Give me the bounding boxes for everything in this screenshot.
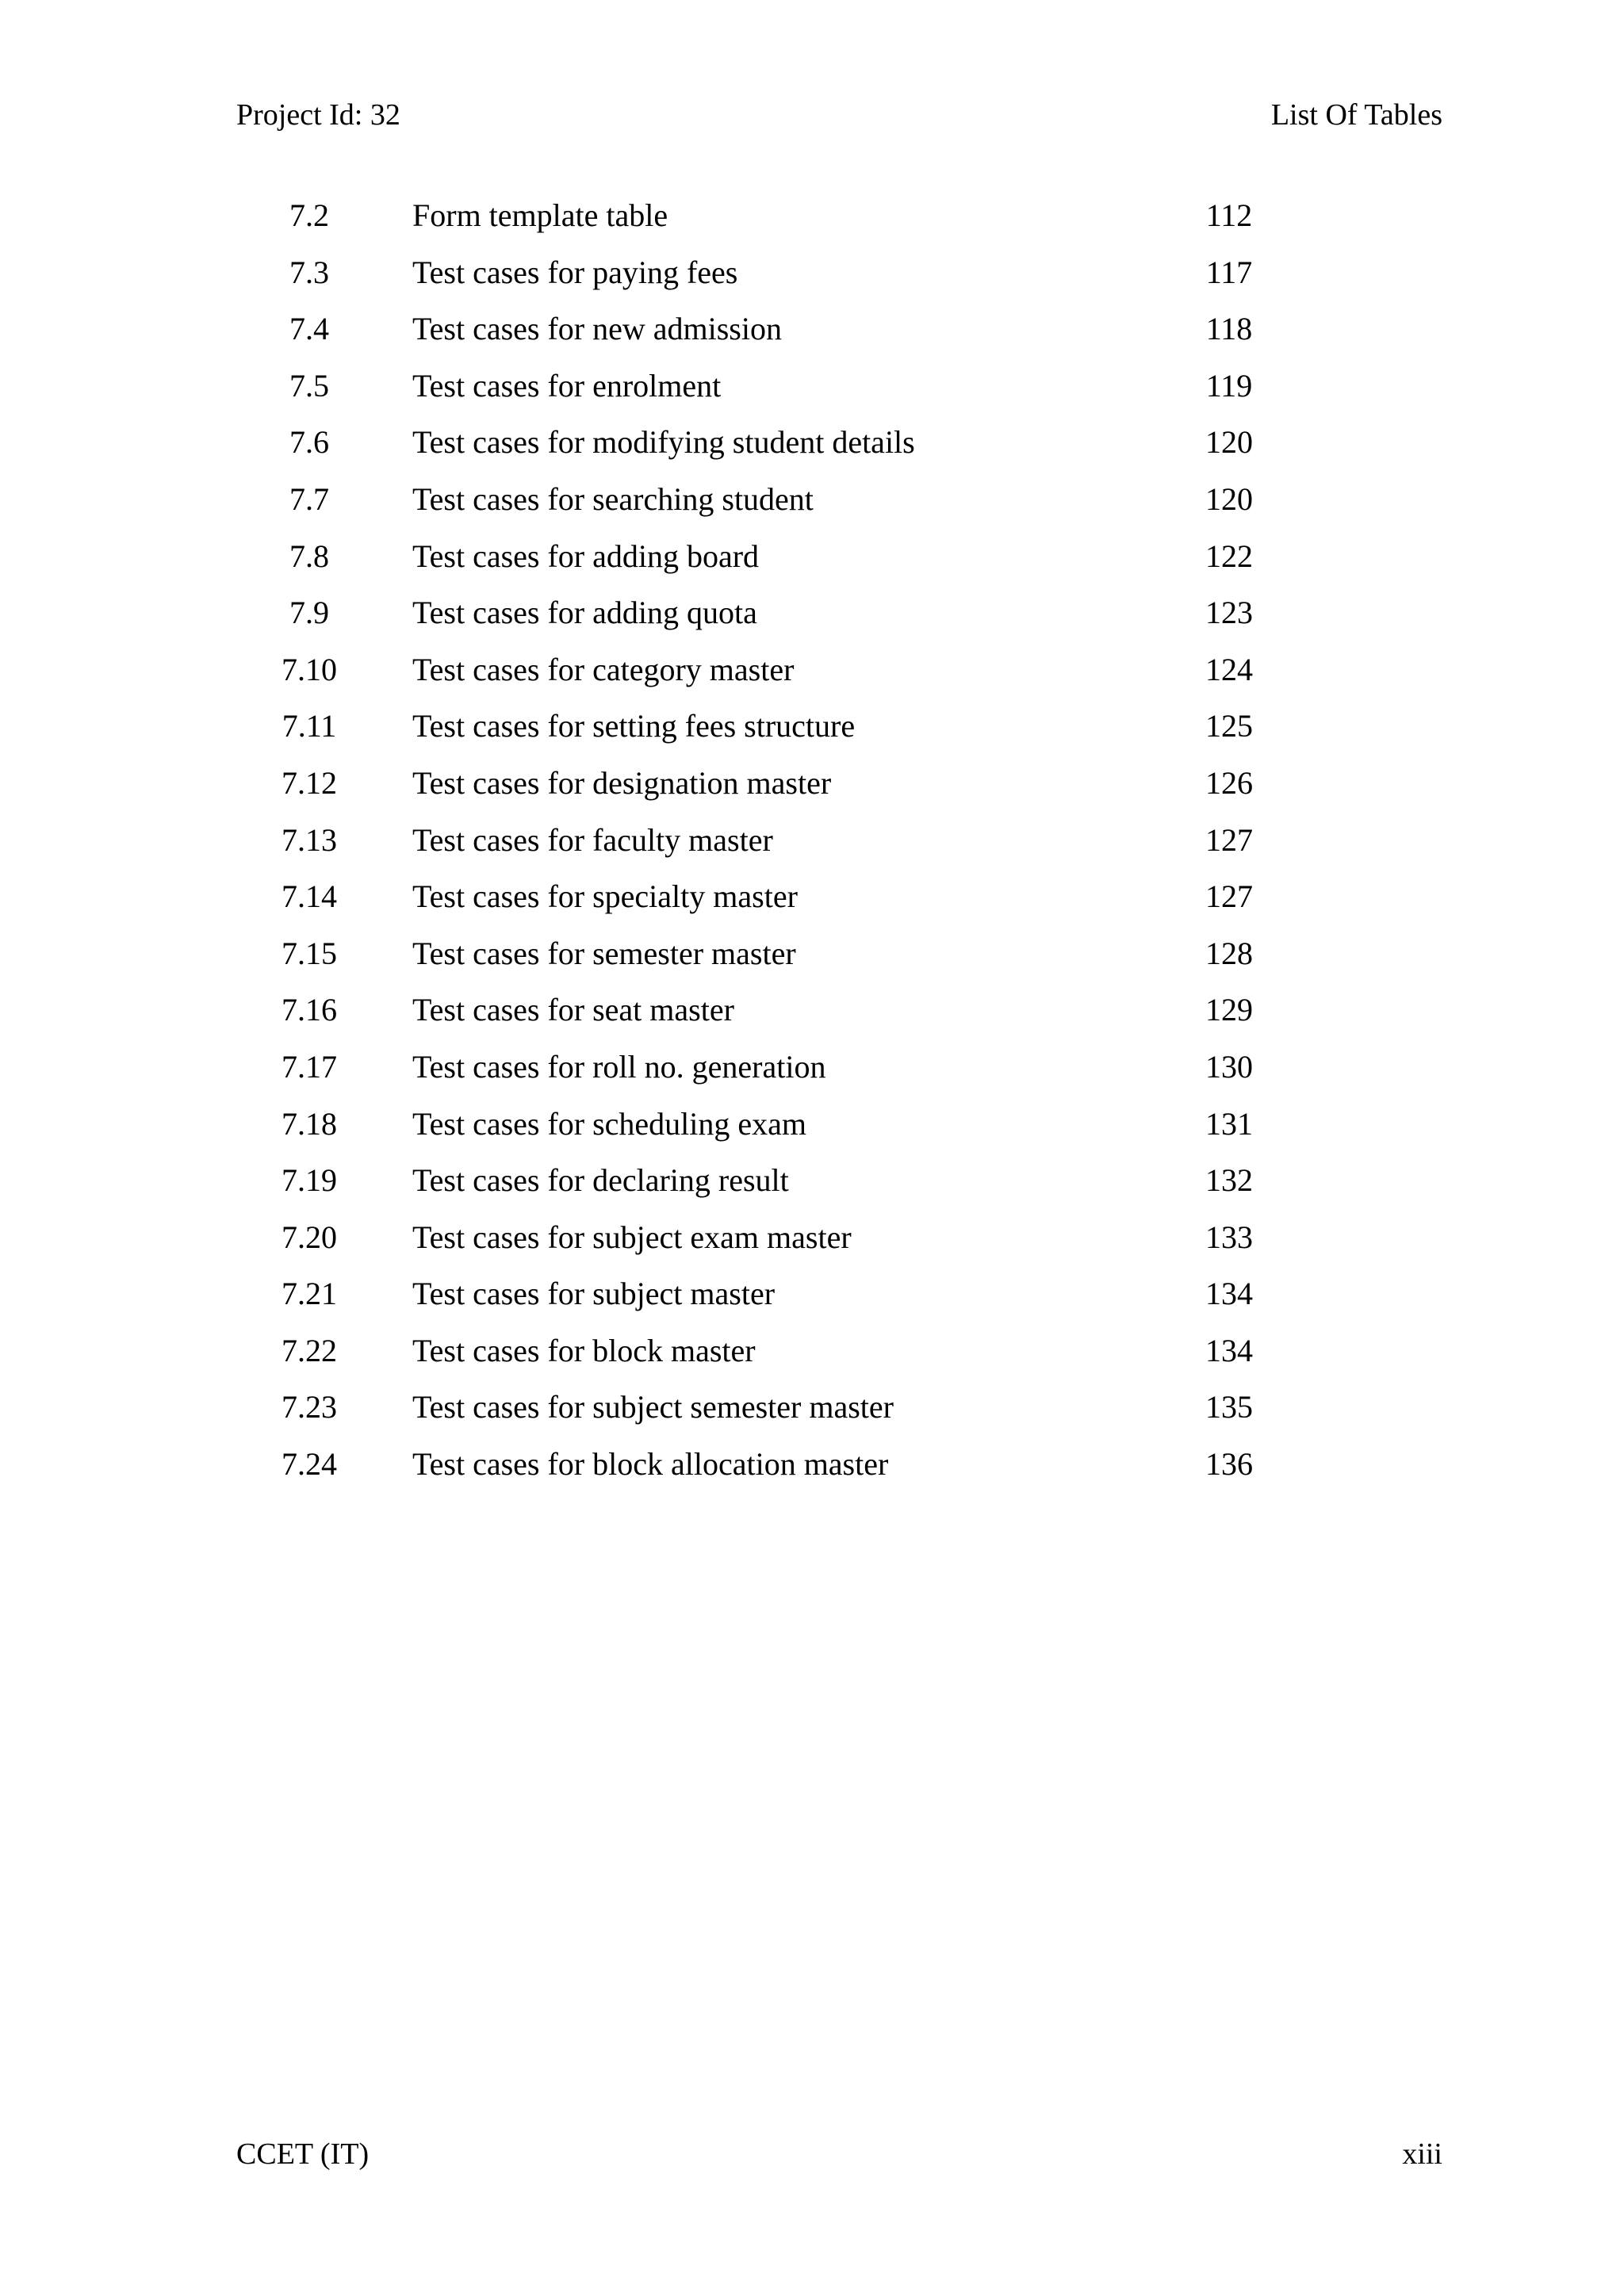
table-title: Test cases for subject semester master (412, 1389, 894, 1425)
table-number: 7.7 (289, 480, 329, 517)
table-page-number: 132 (1205, 1162, 1253, 1199)
toc-row (0, 538, 1624, 595)
toc-row (0, 764, 1624, 821)
table-title: Test cases for modifying student details (412, 424, 915, 461)
toc-row (0, 367, 1624, 424)
table-number: 7.6 (289, 424, 329, 461)
toc-row (0, 1105, 1624, 1162)
table-title: Test cases for adding quota (412, 595, 757, 631)
table-number: 7.20 (282, 1219, 337, 1255)
table-page-number: 117 (1205, 254, 1253, 290)
table-number: 7.8 (289, 538, 329, 574)
table-number: 7.24 (282, 1446, 337, 1483)
toc-row (0, 1219, 1624, 1276)
toc-row (0, 1161, 1624, 1219)
table-number: 7.5 (289, 367, 329, 404)
table-page-number: 120 (1205, 480, 1253, 517)
table-number: 7.12 (282, 764, 337, 801)
toc-row (0, 594, 1624, 651)
table-page-number: 122 (1205, 538, 1253, 574)
table-number: 7.10 (282, 651, 337, 687)
header-section-title: List Of Tables (1270, 98, 1442, 132)
table-page-number: 128 (1205, 935, 1253, 971)
table-number: 7.2 (289, 197, 329, 233)
toc-row (0, 480, 1624, 538)
table-title: Test cases for seat master (412, 992, 734, 1028)
table-page-number: 134 (1205, 1276, 1253, 1312)
table-page-number: 130 (1205, 1048, 1253, 1085)
table-number: 7.9 (289, 595, 329, 631)
table-title: Test cases for subject exam master (412, 1219, 852, 1255)
table-title: Test cases for designation master (412, 764, 832, 801)
table-page-number: 127 (1205, 821, 1253, 858)
table-number: 7.22 (282, 1332, 337, 1368)
table-number: 7.13 (282, 821, 337, 858)
table-title: Test cases for setting fees structure (412, 708, 856, 744)
table-title: Test cases for adding board (412, 538, 760, 574)
table-page-number: 123 (1205, 595, 1253, 631)
toc-row (0, 1048, 1624, 1105)
table-title: Test cases for faculty master (412, 821, 773, 858)
toc-row (0, 1445, 1624, 1502)
table-number: 7.4 (289, 311, 329, 347)
table-number: 7.18 (282, 1105, 337, 1142)
table-page-number: 120 (1205, 424, 1253, 461)
toc-row (0, 254, 1624, 311)
table-page-number: 127 (1205, 878, 1253, 915)
table-title: Test cases for block master (412, 1332, 756, 1368)
table-page-number: 133 (1205, 1219, 1253, 1255)
table-number: 7.11 (282, 708, 337, 744)
table-title: Test cases for subject master (412, 1276, 776, 1312)
table-number: 7.21 (282, 1276, 337, 1312)
toc-row (0, 821, 1624, 878)
table-title: Test cases for enrolment (412, 367, 722, 404)
table-title: Test cases for paying fees (412, 254, 738, 290)
table-number: 7.19 (282, 1162, 337, 1199)
table-number: 7.16 (282, 992, 337, 1028)
table-title: Test cases for category master (412, 651, 795, 687)
table-page-number: 129 (1205, 992, 1253, 1028)
toc-row (0, 197, 1624, 254)
toc-row (0, 1388, 1624, 1445)
toc-row (0, 310, 1624, 367)
toc-row (0, 707, 1624, 764)
table-page-number: 112 (1205, 197, 1253, 233)
table-page-number: 119 (1205, 367, 1253, 404)
table-number: 7.14 (282, 878, 337, 915)
table-title: Test cases for specialty master (412, 878, 798, 915)
list-of-tables (0, 197, 1624, 1502)
table-title: Form template table (412, 197, 668, 233)
header-project-id: Project Id: 32 (236, 98, 400, 132)
toc-row (0, 878, 1624, 935)
table-title: Test cases for searching student (412, 480, 814, 517)
table-page-number: 118 (1205, 311, 1253, 347)
table-page-number: 134 (1205, 1332, 1253, 1368)
toc-row (0, 651, 1624, 708)
toc-row (0, 991, 1624, 1048)
table-page-number: 125 (1205, 708, 1253, 744)
table-page-number: 136 (1205, 1446, 1253, 1483)
toc-row (0, 935, 1624, 992)
toc-row (0, 1332, 1624, 1389)
table-title: Test cases for block allocation master (412, 1446, 889, 1483)
footer-institution: CCET (IT) (236, 2137, 370, 2171)
table-page-number: 126 (1205, 764, 1253, 801)
toc-row (0, 423, 1624, 480)
table-number: 7.15 (282, 935, 337, 971)
table-page-number: 135 (1205, 1389, 1253, 1425)
table-number: 7.3 (289, 254, 329, 290)
footer-page-number: xiii (1402, 2137, 1442, 2171)
table-title: Test cases for declaring result (412, 1162, 789, 1199)
table-title: Test cases for roll no. generation (412, 1048, 826, 1085)
table-page-number: 124 (1205, 651, 1253, 687)
toc-row (0, 1275, 1624, 1332)
table-number: 7.17 (282, 1048, 337, 1085)
table-title: Test cases for new admission (412, 311, 782, 347)
table-title: Test cases for scheduling exam (412, 1105, 807, 1142)
table-title: Test cases for semester master (412, 935, 796, 971)
table-number: 7.23 (282, 1389, 337, 1425)
table-page-number: 131 (1205, 1105, 1253, 1142)
